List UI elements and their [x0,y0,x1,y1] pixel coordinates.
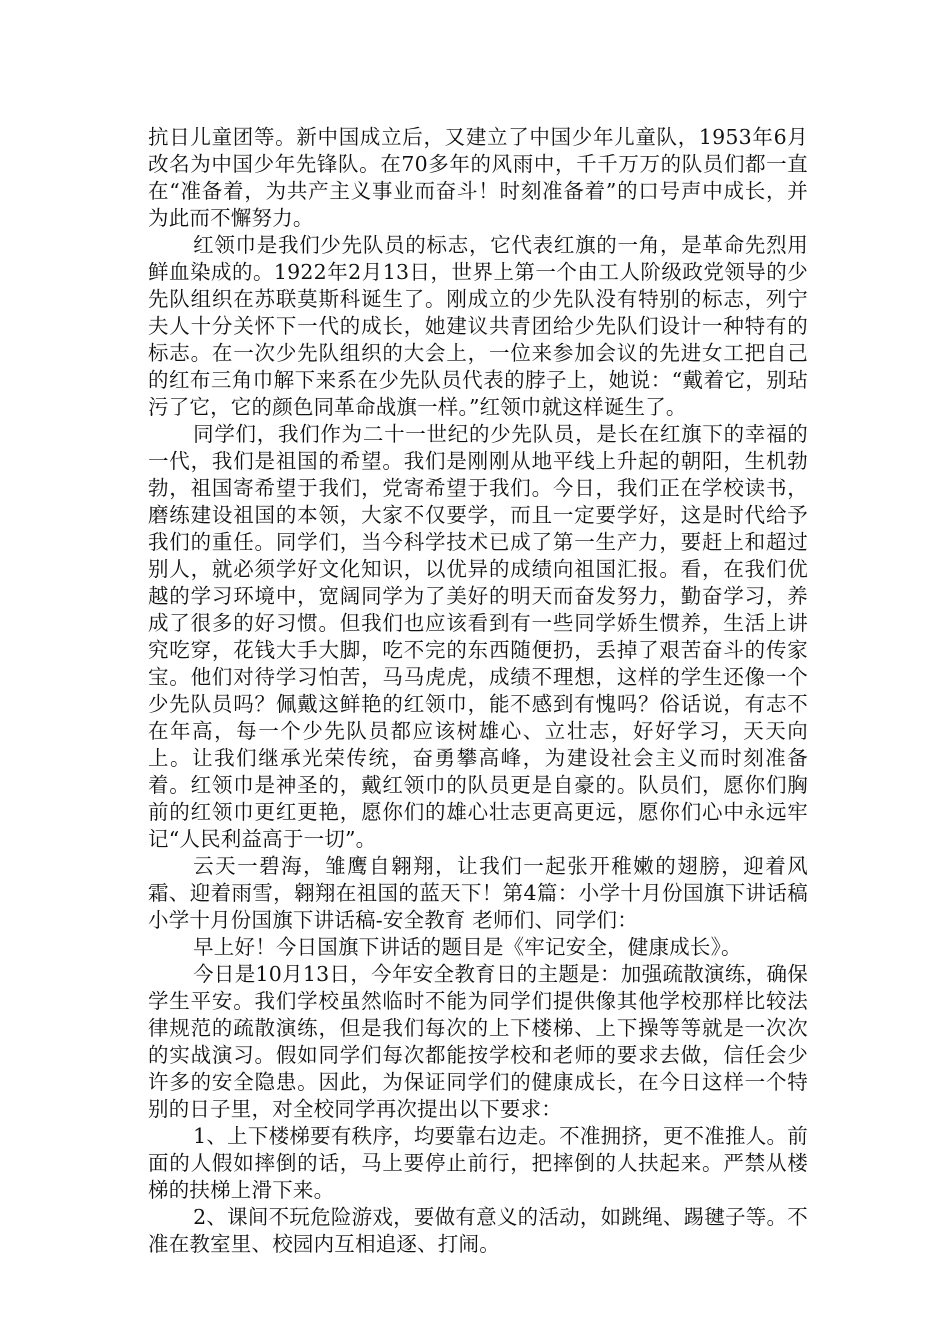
document-body [148,124,808,1258]
paragraph-6: 今日是10月13日，今年安全教育日的主题是：加强疏散演练，确保学生平安。我们学校虽然临时不能为同学们提供像其他学校那样比较法律规范的疏散演练，但是我们每次的上下楼梯、上下操等等就是一次次的实战演习。假如同学们每次都能按学校和老师的要求去做，信任会少许多的安全隐患。因此，为保证同学们的健康成长，在今日这样一个特别的日子里，对全校同学再次提出以下要求： [148,962,808,1121]
paragraph-2: 红领巾是我们少先队员的标志，它代表红旗的一角，是革命先烈用鲜血染成的。1922年2月13日，世界上第一个由工人阶级政党领导的少先队组织在苏联莫斯科诞生了。刚成立的少先队没有特别的标志，列宁夫人十分关怀下一代的成长，她建议共青团给少先队们设计一种特有的标志。在一次少先队组织的大会上，一位来参加会议的先进女工把自己的红布三角巾解下来系在少先队员代表的脖子上，她说：“戴着它，别玷污了它，它的颜色同革命战旗一样。”红领巾就这样诞生了。 [148,233,808,419]
paragraph-5: 早上好！今日国旗下讲话的题目是《牢记安全，健康成长》。 [193,935,742,959]
paragraph-4: 云天一碧海，雏鹰自翱翔，让我们一起张开稚嫩的翅膀，迎着风霜、迎着雨雪，翱翔在祖国的蓝天下！第4篇：小学十月份国旗下讲话稿小学十月份国旗下讲话稿-安全教育 老师们、同学们： [148,854,808,932]
paragraph-3: 同学们，我们作为二十一世纪的少先队员，是长在红旗下的幸福的一代，我们是祖国的希望。我们是刚刚从地平线上升起的朝阳，生机勃勃，祖国寄希望于我们，党寄希望于我们。今日，我们正在学校读书，磨练建设祖国的本领，大家不仅要学，而且一定要学好，这是时代给予我们的重任。同学们，当今科学技术已成了第一生产力，要赶上和超过别人，就必须学好文化知识，以优异的成绩向祖国汇报。看，在我们优越的学习环境中，宽阔同学为了美好的明天而奋发努力，勤奋学习，养成了很多的好习惯。但我们也应该看到有一些同学娇生惯养，生活上讲究吃穿，花钱大手大脚，吃不完的东西随便扔，丢掉了艰苦奋斗的传家宝。他们对待学习怕苦，马马虎虎，成绩不理想，这样的学生还像一个少先队员吗？佩戴这鲜艳的红领巾，能不感到有愧吗？俗话说，有志不在年高，每一个少先队员都应该树雄心、立壮志，好好学习，天天向上。让我们继承光荣传统，奋勇攀高峰，为建设社会主义而时刻准备着。红领巾是神圣的，戴红领巾的队员更是自豪的。队员们，愿你们胸前的红领巾更红更艳，愿你们的雄心壮志更高更远，愿你们心中永远牢记“人民利益高于一切”。 [148,422,808,851]
paragraph-7: 1、上下楼梯要有秩序，均要靠右边走。不准拥挤，更不准推人。前面的人假如摔倒的话，马上要停止前行，把摔倒的人扶起来。严禁从楼梯的扶梯上滑下来。 [148,1124,808,1202]
paragraph-1: 抗日儿童团等。新中国成立后，又建立了中国少年儿童队，1953年6月改名为中国少年先锋队。在70多年的风雨中，千千万万的队员们都一直在“准备着，为共产主义事业而奋斗！时刻准备着”的口号声中成长，并为此而不懈努力。 [148,125,808,230]
paragraph-8: 2、课间不玩危险游戏，要做有意义的活动，如跳绳、踢毽子等。不准在教室里、校园内互相追逐、打闹。 [148,1205,808,1256]
